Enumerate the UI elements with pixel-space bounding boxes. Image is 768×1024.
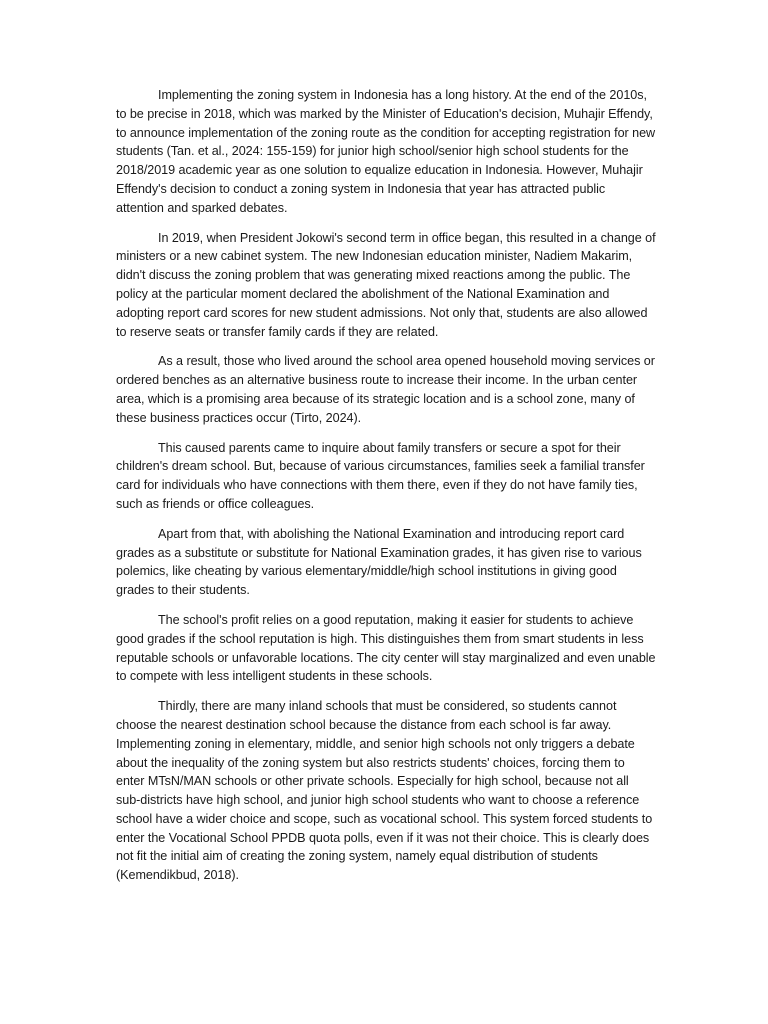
paragraph-7: Thirdly, there are many inland schools that must be considered, so students cannot choose the nearest destination school because the distance from each school is far away. Implementing zoning in elementary, middle, and senior high schools not only triggers a debate about the inequality of the zoning system but also restricts students' choices, forcing them to enter MTsN/MAN schools or other private schools. Especially for high school, because not all sub-districts have high school, and junior high school students who want to choose a reference school have a wider choice and scope, such as vocational school. This system forced students to enter the Vocational School PPDB quota polls, even if it was not their choice. This is clearly does not fit the initial aim of creating the zoning system, namely equal distribution of students (Kemendikbud, 2018).	[116, 699, 653, 883]
paragraph-3: As a result, those who lived around the school area opened household moving services or ordered benches as an alternative business route to increase their income. In the urban center area, which is a promising area because of its strategic location and is a school zone, many of these business practices occur (Tirto, 2024).	[116, 354, 655, 425]
paragraph-1: Implementing the zoning system in Indonesia has a long history. At the end of the 2010s, to be precise in 2018, which was marked by the Minister of Education's decision, Muhajir Effendy, to announce implementation of the zoning route as the condition for accepting registration for new students (Tan. et al., 2024: 155-159) for junior high school/senior high school students for the 2018/2019 academic year as one solution to equalize education in Indonesia. However, Muhajir Effendy's decision to conduct a zoning system in Indonesia that year has attracted public attention and sparked debates.	[116, 88, 656, 215]
document-body	[116, 86, 656, 896]
paragraph-4: This caused parents came to inquire about family transfers or secure a spot for their children's dream school. But, because of various circumstances, families seek a familial transfer card for individuals who have connections with them there, even if they do not have family ties, such as friends or office colleagues.	[116, 440, 645, 511]
paragraph-6: The school's profit relies on a good reputation, making it easier for students to achieve good grades if the school reputation is high. This distinguishes them from smart students in less reputable schools or unfavorable locations. The city center will stay marginalized and even unable to compete with less intelligent students in these schools.	[116, 612, 656, 684]
paragraph-5: Apart from that, with abolishing the National Examination and introducing report card grades as a substitute or substitute for National Examination grades, it has given rise to various polemics, like cheating by various elementary/middle/high school institutions in giving good grades to their students.	[116, 526, 642, 598]
paragraph-2: In 2019, when President Jokowi's second term in office began, this resulted in a change of ministers or a new cabinet system. The new Indonesian education minister, Nadiem Makarim, didn't discuss the zoning problem that was generating mixed reactions among the public. The policy at the particular moment declared the abolishment of the National Examination and adopting report card scores for new student admissions. Not only that, students are also allowed to reserve seats or transfer family cards if they are related.	[116, 230, 656, 339]
